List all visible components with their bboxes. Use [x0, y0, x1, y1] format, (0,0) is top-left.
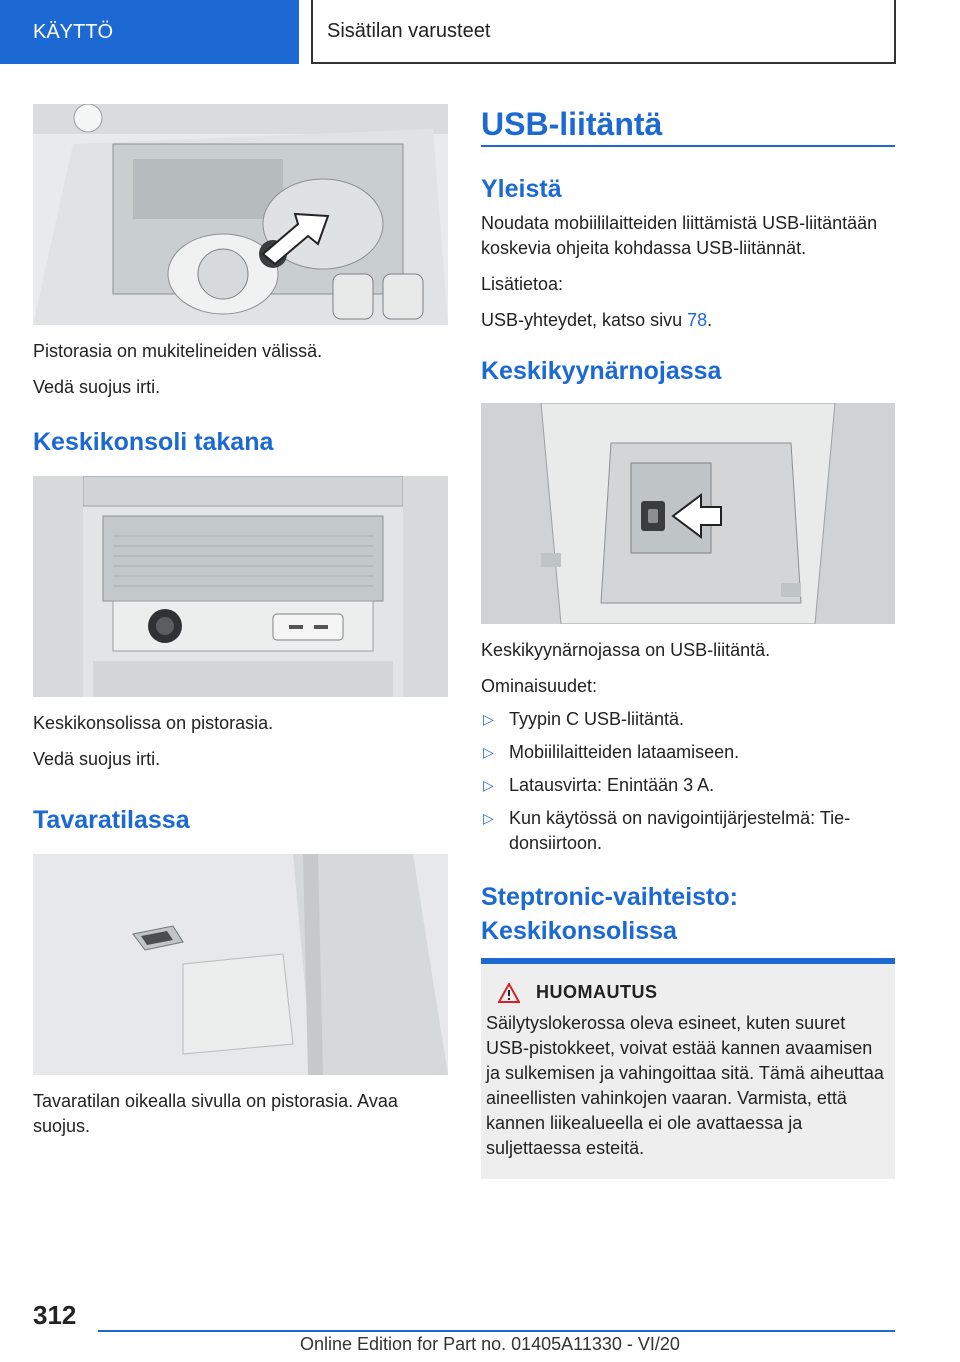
- triangle-bullet-icon: ▷: [483, 744, 494, 760]
- properties-title: Ominaisuudet:: [481, 676, 598, 696]
- warning-header: [486, 982, 885, 1003]
- properties-list: [481, 707, 895, 856]
- triangle-bullet-icon: ▷: [483, 810, 494, 826]
- left-column: [33, 104, 448, 1139]
- figure-armrest-usb: [481, 403, 895, 624]
- warning-title: HUOMAUTUS: [536, 982, 658, 1002]
- figure-rear-console-socket: [33, 476, 448, 697]
- triangle-bullet-icon: ▷: [483, 777, 494, 793]
- header-chapter-label: Sisätilan varusteet: [327, 19, 491, 42]
- usb-reference-end: .: [707, 310, 713, 330]
- usb-reference: [481, 308, 895, 333]
- header-section-label: KÄYTTÖ: [33, 20, 114, 43]
- heading-armrest: Keskikyynärnojassa: [481, 357, 722, 385]
- heading-rear-console: Keskikonsoli takana: [33, 428, 274, 456]
- list-item: [481, 740, 895, 765]
- right-column: [481, 104, 895, 1179]
- fig1-caption-1: Pistorasia on mukitelineiden välissä.: [33, 341, 323, 361]
- warning-box: [481, 964, 895, 1179]
- header-section: [0, 0, 299, 64]
- heading-trunk: Tavaratilassa: [33, 806, 190, 834]
- footer-rule: [98, 1330, 895, 1332]
- list-item: [481, 773, 895, 798]
- heading-general: Yleistä: [481, 175, 562, 203]
- heading-steptronic: Steptronic-vaihteisto: Keskikonsolissa: [481, 883, 738, 945]
- usb-reference-page-link[interactable]: 78: [687, 310, 708, 330]
- triangle-bullet-icon: ▷: [483, 711, 494, 727]
- warning-text: Säilytyslokerossa oleva esineet, kuten suuret USB-pistokkeet, voivat estää kannen avaamisen ja sulkemisen ja vahingoittaa sitä. Tämä aiheuttaa aineellisten vahinkojen vaaran. Varmista, että kannen liikealueella ei ole avattaessa ja suljettaessa esteitä.: [486, 1013, 884, 1158]
- page-number: 312: [33, 1300, 77, 1330]
- armrest-caption: Keskikyynärnojassa on USB-liitäntä.: [481, 640, 771, 660]
- property-text: Mobiililaitteiden lataamiseen.: [509, 742, 740, 762]
- title-rule: [481, 145, 895, 147]
- warning-triangle-icon: [498, 983, 520, 1003]
- list-item: [481, 806, 895, 856]
- figure-trunk-socket: [33, 854, 448, 1075]
- more-info-label: Lisätietoa:: [481, 274, 564, 294]
- header-chapter: [311, 0, 896, 64]
- footer-edition: Online Edition for Part no. 01405A11330 - VI/20: [300, 1334, 680, 1354]
- property-text: Tyypin C USB-liitäntä.: [509, 709, 685, 729]
- property-text: Kun käytössä on navigointijärjestelmä: Tiedonsiirtoon.: [509, 808, 851, 853]
- property-text: Latausvirta: Enintään 3 A.: [509, 775, 715, 795]
- list-item: [481, 707, 895, 732]
- figure-cupholder-socket: [33, 104, 448, 325]
- fig3-caption: Tavaratilan oikealla sivulla on pistorasia. Avaa suojus.: [33, 1091, 398, 1136]
- title-usb-port: USB-liitäntä: [481, 106, 663, 142]
- fig1-caption-2: Vedä suojus irti.: [33, 377, 161, 397]
- usb-reference-text: USB-yhteydet, katso sivu: [481, 310, 688, 330]
- general-text: Noudata mobiililaitteiden liittämistä USB-liitäntään koskevia ohjeita kohdassa USB-liitännät.: [481, 213, 878, 258]
- fig2-caption-2: Vedä suojus irti.: [33, 749, 161, 769]
- fig2-caption-1: Keskikonsolissa on pistorasia.: [33, 713, 274, 733]
